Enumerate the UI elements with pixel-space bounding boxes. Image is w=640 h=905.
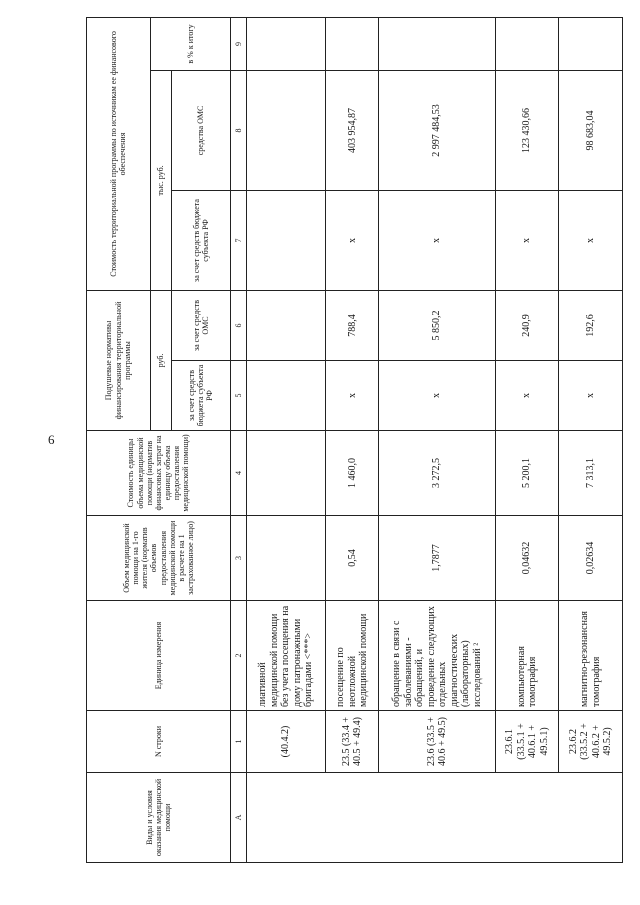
header-program-cost-unit: тыс. руб. xyxy=(150,70,171,290)
cell-cost: 3 272,5 xyxy=(379,431,496,516)
cell-total-budget: х xyxy=(495,190,559,290)
header-volume: Объем медицинской помощи на 1-го жителя (норматив объемов предоставления медицинской помощи в расчете на 1 застрахованное лицо) xyxy=(87,516,231,601)
cell-cost: 7 313,1 xyxy=(559,431,623,516)
cell-cost: 5 200,1 xyxy=(495,431,559,516)
table-row xyxy=(246,17,325,862)
cell-total-budget: х xyxy=(326,190,379,290)
cell-total-budget xyxy=(246,190,325,290)
cell-pc-oms: 5 850,2 xyxy=(379,290,496,360)
cell-volume: 0,04632 xyxy=(495,516,559,601)
cell-unit: обращение в связи с заболеваниями - обращений, и проведение следующих отдельных диагностических (лабораторных) исследований ² xyxy=(379,601,496,711)
cell-volume: 0,02634 xyxy=(559,516,623,601)
cell-volume: 1,7877 xyxy=(379,516,496,601)
header-per-capita: Подушевые нормативы финансирования территориальной программы xyxy=(87,290,151,430)
col-num: 8 xyxy=(231,70,247,190)
cell-total-budget: х xyxy=(559,190,623,290)
col-num: А xyxy=(231,773,247,863)
cell-total-oms: 123 430,66 xyxy=(495,70,559,190)
header-percent: в % к итогу xyxy=(150,17,230,70)
header-pc-budget: за счет средств бюджета субъекта РФ xyxy=(171,361,230,431)
cell-percent xyxy=(379,17,496,70)
cell-cost xyxy=(246,431,325,516)
rotated-table-container xyxy=(86,18,623,863)
rotated-sheet xyxy=(86,18,623,863)
header-program-cost: Стоимость территориальной программы по источникам ее финансового обеспечения xyxy=(87,17,151,290)
cell-pc-budget: х xyxy=(326,361,379,431)
cell-total-budget: х xyxy=(379,190,496,290)
header-unit-cost: Стоимость единицы объема медицинской помощи (норматив финансовых затрат на единицу объема предоставления медицинской помощи) xyxy=(87,431,231,516)
cell-pc-oms: 788,4 xyxy=(326,290,379,360)
cell-pc-oms xyxy=(246,290,325,360)
table-row xyxy=(326,17,379,862)
table-row xyxy=(559,17,623,862)
col-num: 3 xyxy=(231,516,247,601)
col-num: 2 xyxy=(231,601,247,711)
cell-cost: 1 460,0 xyxy=(326,431,379,516)
header-total-budget: за счет средств бюджета субъекта РФ xyxy=(171,190,230,290)
cell-pc-oms: 240,9 xyxy=(495,290,559,360)
cell-line: 23.6.2 (33.5.2 + 40.6.2 + 49.5.2) xyxy=(559,711,623,773)
header-pc-oms: за счет средств ОМС xyxy=(171,290,230,360)
cell-line: (40.4.2) xyxy=(246,711,325,773)
cell-pc-budget: х xyxy=(559,361,623,431)
cell-percent xyxy=(559,17,623,70)
program-cost-table xyxy=(86,17,623,863)
cell-percent xyxy=(495,17,559,70)
header-per-capita-unit: руб. xyxy=(150,290,171,430)
header-unit: Единица измерения xyxy=(87,601,231,711)
cell-pc-oms: 192,6 xyxy=(559,290,623,360)
cell-pc-budget: х xyxy=(495,361,559,431)
cell-total-oms: 403 954,87 xyxy=(326,70,379,190)
col-num: 7 xyxy=(231,190,247,290)
cell-type xyxy=(246,773,622,863)
cell-line: 23.5 (33.4 + 40.5 + 49.4) xyxy=(326,711,379,773)
header-total-oms: средства ОМС xyxy=(171,70,230,190)
col-num: 1 xyxy=(231,711,247,773)
cell-total-oms xyxy=(246,70,325,190)
cell-line: 23.6.1 (33.5.1 + 40.6.1 + 49.5.1) xyxy=(495,711,559,773)
col-num: 5 xyxy=(231,361,247,431)
cell-pc-budget xyxy=(246,361,325,431)
cell-pc-budget: х xyxy=(379,361,496,431)
cell-volume xyxy=(246,516,325,601)
col-num: 4 xyxy=(231,431,247,516)
cell-volume: 0,54 xyxy=(326,516,379,601)
col-num: 6 xyxy=(231,290,247,360)
header-type: Виды и условия оказания медицинской помощи xyxy=(87,773,231,863)
col-num: 9 xyxy=(231,17,247,70)
cell-unit: магнитно-резонансная томография xyxy=(559,601,623,711)
table-row xyxy=(379,17,496,862)
cell-unit: посещение по неотложной медицинской помощи xyxy=(326,601,379,711)
page-number: 6 xyxy=(48,432,55,447)
cell-unit: компьютерная томография xyxy=(495,601,559,711)
cell-total-oms: 2 997 484,53 xyxy=(379,70,496,190)
cell-unit: лиативной медицинской помощи без учета посещения на дому патронажными бригадами <***> xyxy=(246,601,325,711)
cell-total-oms: 98 683,04 xyxy=(559,70,623,190)
table-row xyxy=(495,17,559,862)
header-line: N строки xyxy=(87,711,231,773)
cell-percent xyxy=(246,17,325,70)
cell-percent xyxy=(326,17,379,70)
cell-line: 23.6 (33.5 + 40.6 + 49.5) xyxy=(379,711,496,773)
column-number-row xyxy=(231,17,247,862)
